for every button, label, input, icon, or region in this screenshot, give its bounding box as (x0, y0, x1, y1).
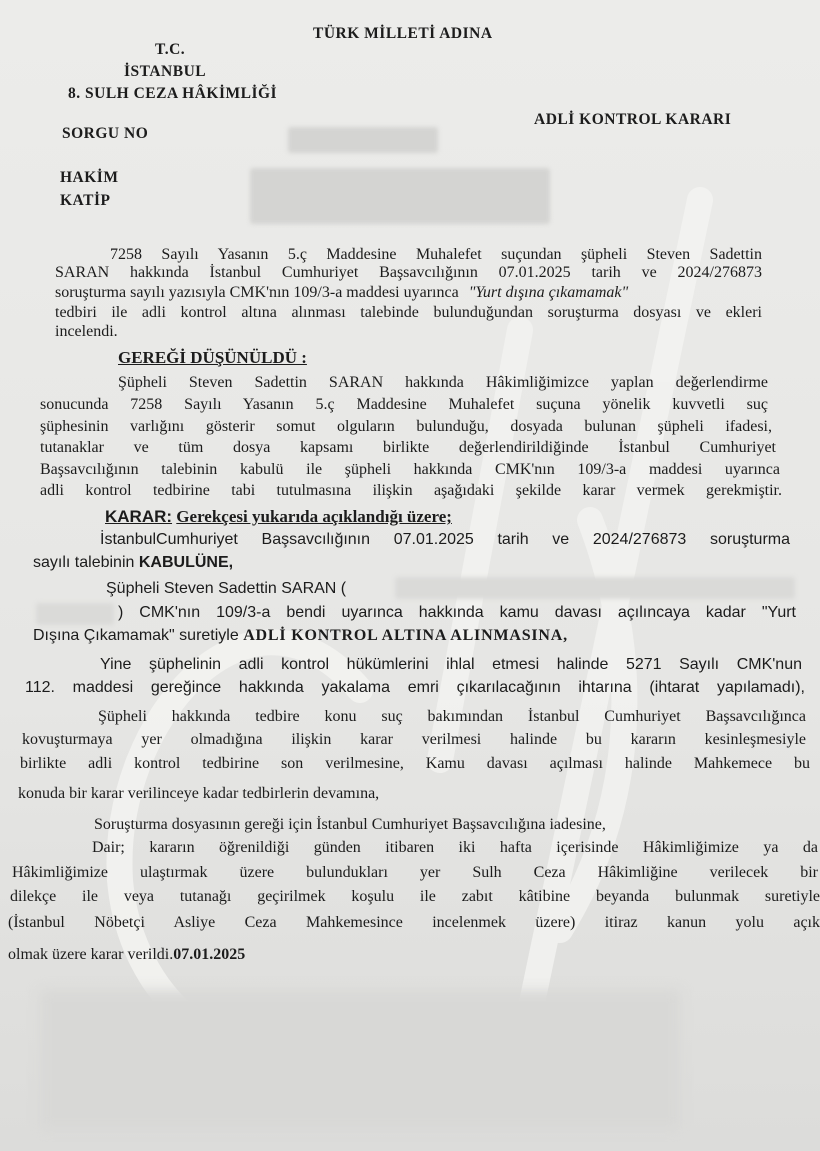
karar-line-9: kovuşturmaya yer olmadığına ilişkin karar verilmesi halinde bu kararın kesinleşmesiyle (22, 731, 806, 748)
katip-label: KATİP (60, 192, 111, 209)
karar-line-17: olmak üzere karar verildi.07.01.2025 (8, 946, 246, 963)
intro-line-1: 7258 Sayılı Yasanın 5.ç Maddesine Muhalefet suçundan şüpheli Steven Sadettin (110, 246, 762, 263)
nation-heading: TÜRK MİLLETİ ADINA (313, 25, 493, 42)
intro-line-4: tedbiri ile adli kontrol altına alınması talebinde bulunduğundan soruşturma dosyası ve ekleri (55, 304, 762, 321)
redacted-id-1 (395, 577, 795, 599)
karar-line-6: Yine şüphelinin adli kontrol hükümlerini ihlal etmesi halinde 5271 Sayılı CMK'nun (100, 656, 802, 673)
decision-type-heading: ADLİ KONTROL KARARI (534, 111, 732, 128)
karar-line-13: Dair; kararın öğrenildiği günden itibaren iki hafta içerisinde Hâkimliğimize ya da (92, 839, 818, 856)
redacted-id-2 (36, 603, 114, 625)
karar-line-10: birlikte adli kontrol tedbirine son verilmesine, Kamu davası açılması halinde Mahkemece bu (20, 755, 810, 772)
geregi-line-2: sonucunda 7258 Sayılı Yasanın 5.ç Maddesine Muhalefet suçuna yönelik kuvvetli suç (40, 396, 768, 413)
city-heading: İSTANBUL (124, 63, 207, 80)
court-heading: 8. SULH CEZA HÂKİMLİĞİ (68, 85, 278, 102)
karar-line-3: Şüpheli Steven Sadettin SARAN ( (106, 580, 347, 597)
intro-measure: "Yurt dışına çıkamamak" (468, 284, 629, 301)
karar-line-15: dilekçe ile veya tutanağı geçirilmek koşulu ile zabıt kâtibine beyanda bulunmak suretiyle (10, 888, 820, 905)
karar-line-5: Dışına Çıkamamak" suretiyle ADLİ KONTROL ALTINA ALINMASINA, (33, 627, 568, 644)
redacted-sorgu-no (288, 127, 438, 153)
karar-line-2: sayılı talebinin KABULÜNE, (33, 554, 234, 571)
intro-line-5: incelendi. (55, 323, 118, 340)
redacted-signatures (40, 990, 680, 1130)
karar-heading (105, 507, 452, 527)
karar-line-8: Şüpheli hakkında tedbire konu suç bakımından İstanbul Cumhuriyet Başsavcılığınca (98, 708, 806, 725)
karar-line-12: Soruşturma dosyasının gereği için İstanbul Cumhuriyet Başsavcılığına iadesine, (94, 816, 606, 833)
karar-line-7: 112. maddesi gereğince hakkında yakalama emri çıkarılacağının ihtarına (ihtarat yapılamadı), (25, 679, 805, 696)
redacted-judge-clerk (250, 168, 550, 224)
karar-line-1: İstanbulCumhuriyet Başsavcılığının 07.01.2025 tarih ve 2024/276873 soruşturma (100, 531, 790, 548)
karar-line-14: Hâkimliğimize ulaştırmak üzere bulundukları yer Sulh Ceza Hâkimliğine verilecek bir (12, 864, 818, 881)
karar-line-16: (İstanbul Nöbetçi Asliye Ceza Mahkemesince incelenmek üzere) itiraz kanun yolu açık (8, 914, 820, 931)
geregi-line-5: Başsavcılığının talebinin kabulü ile şüpheli hakkında CMK'nın 109/3-a maddesi uyarınca (40, 461, 780, 478)
geregi-line-6: adli kontrol tedbirine tabi tutulmasına ilişkin aşağıdaki şekilde karar vermek gerekmiştir. (40, 482, 782, 499)
intro-line-2: SARAN hakkında İstanbul Cumhuriyet Başsavcılığının 07.01.2025 tarih ve 2024/276873 (55, 264, 762, 281)
geregi-line-3: şüphesinin varlığını gösterir somut olguların bulunduğu, dosyada bulunan şüpheli ifadesi, (40, 418, 772, 435)
adli-kontrol-decision: ADLİ KONTROL ALTINA ALINMASINA, (243, 627, 568, 644)
decision-date: 07.01.2025 (173, 946, 246, 963)
karar-label: KARAR: (105, 507, 173, 526)
karar-line-4: ) CMK'nın 109/3-a bendi uyarınca hakkında kamu davası açılıncaya kadar "Yurt (118, 604, 796, 621)
kabulune-text: KABULÜNE, (138, 554, 234, 571)
geregi-line-4: tutanaklar ve tüm dosya kapsamı birlikte değerlendirildiğinde İstanbul Cumhuriyet (40, 439, 776, 456)
tc-heading: T.C. (155, 41, 186, 58)
karar-line-11: konuda bir karar verilinceye kadar tedbirlerin devamına, (18, 785, 380, 802)
intro-line-3: soruşturma sayılı yazısıyla CMK'nın 109/3-a maddesi uyarınca "Yurt dışına çıkamamak" (55, 284, 629, 301)
karar-reason: Gerekçesi yukarıda açıklandığı üzere; (176, 507, 452, 526)
geregi-heading: GEREĞİ DÜŞÜNÜLDÜ : (118, 348, 307, 367)
sorgu-no-label: SORGU NO (62, 125, 149, 142)
geregi-line-1: Şüpheli Steven Sadettin SARAN hakkında Hâkimliğimizce yaplan değerlendirme (118, 374, 768, 391)
hakim-label: HAKİM (60, 169, 119, 186)
